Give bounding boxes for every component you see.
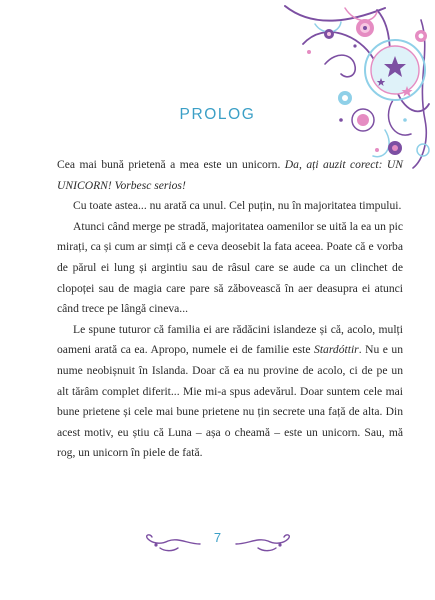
paragraph bbox=[57, 217, 403, 320]
floral-corner-ornament bbox=[245, 0, 435, 175]
paragraph bbox=[57, 155, 403, 196]
text-segment: Cu toate astea... nu arată ca unul. Cel puțin, nu în majoritatea timpului. bbox=[73, 199, 402, 213]
text-segment: Atunci când merge pe stradă, majoritatea oamenilor se uită la ea un pic mirați, ca și cum ar simți că e ceva deosebit la fata aceea. Poate că e vorba de părul ei lung și argintiu sau de râsul care se aude ca un clinchet de clopoței sau de magia care pare să zăbovească în aer deasupra ei atunci când trece pe lângă cineva... bbox=[57, 219, 403, 316]
paragraph bbox=[57, 196, 403, 217]
text-segment: Le spune tuturor că familia ei are rădăcini islandeze și că, acolo, mulți oameni arată ca ea. Apropo, numele ei de familie este bbox=[57, 322, 403, 357]
paragraph bbox=[57, 320, 403, 464]
body-text bbox=[57, 155, 403, 464]
chapter-title: PROLOG bbox=[179, 106, 256, 124]
page-number: 7 bbox=[213, 530, 222, 545]
italic-text: Stardóttir bbox=[314, 343, 359, 357]
text-segment: . Nu e un nume neobișnuit în Islanda. Doar că ea nu provine de acolo, ci de pe un alt tărâm complet diferit... Mie mi-a spus adevărul. Doar suntem cele mai bune prietene și cele mai bune prietene nu țin secrete una față de alta. Din acest motiv, eu știu că Luna – așa o cheamă – este un unicorn. Sau, mă rog, un unicorn în piele de fată. bbox=[57, 343, 403, 460]
italic-text: Da, ați auzit corect: UN UNICORN! Vorbesc serios! bbox=[57, 158, 403, 192]
text-segment: Cea mai bună prietenă a mea este un unicorn. bbox=[57, 158, 285, 171]
